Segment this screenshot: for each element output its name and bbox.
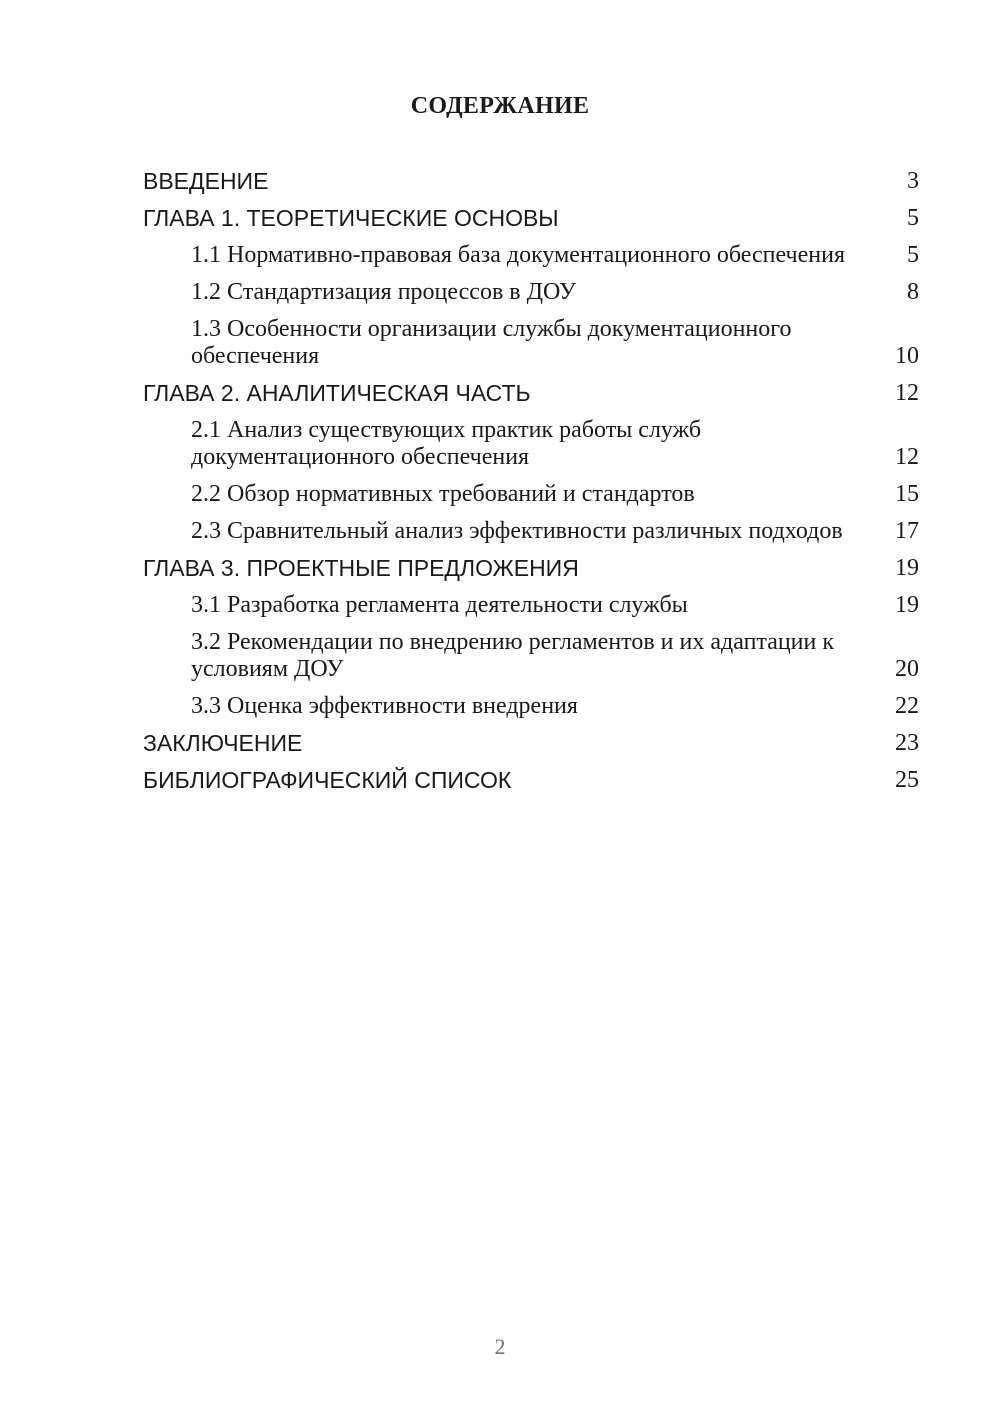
toc-entry-section-1-2[interactable] [143, 279, 919, 306]
toc-entry-section-3-1[interactable] [143, 592, 919, 619]
toc-entry-text: ГЛАВА 2. АНАЛИТИЧЕСКАЯ ЧАСТЬ [143, 380, 531, 406]
toc-entry-section-2-1[interactable] [143, 417, 919, 471]
toc-entry-page: 5 [907, 205, 919, 231]
toc-entry-section-3-2[interactable] [143, 629, 919, 683]
toc-entry-chapter-1[interactable] [143, 205, 919, 232]
toc-entry-text: БИБЛИОГРАФИЧЕСКИЙ СПИСОК [143, 767, 512, 793]
toc-entry-text: ГЛАВА 3. ПРОЕКТНЫЕ ПРЕДЛОЖЕНИЯ [143, 555, 579, 581]
toc-entry-section-2-2[interactable] [143, 481, 919, 508]
toc-entry-conclusion[interactable] [143, 730, 919, 757]
toc-entry-section-2-3[interactable] [143, 518, 919, 545]
toc-entry-text: 2.3 Сравнительный анализ эффективности различных подходов [191, 518, 843, 544]
toc-entry-page: 15 [895, 481, 919, 507]
toc-entry-text: 1.1 Нормативно-правовая база документационного обеспечения [191, 242, 845, 268]
toc-entry-page: 10 [895, 343, 919, 369]
table-of-contents [143, 168, 919, 794]
toc-entry-text: ГЛАВА 1. ТЕОРЕТИЧЕСКИЕ ОСНОВЫ [143, 205, 559, 231]
toc-entry-page: 23 [895, 730, 919, 756]
toc-entry-page: 22 [895, 693, 919, 719]
toc-entry-text: 3.3 Оценка эффективности внедрения [191, 693, 578, 719]
toc-entry-page: 12 [895, 380, 919, 406]
toc-entry-section-3-3[interactable] [143, 693, 919, 720]
toc-entry-text: 1.2 Стандартизация процессов в ДОУ [191, 279, 576, 305]
toc-entry-chapter-3[interactable] [143, 555, 919, 582]
toc-entry-text: ЗАКЛЮЧЕНИЕ [143, 730, 303, 756]
toc-entry-text: 1.3 Особенности организации службы документационного обеспечения [191, 316, 792, 369]
toc-entry-introduction[interactable] [143, 168, 919, 195]
toc-entry-section-1-1[interactable] [143, 242, 919, 269]
toc-entry-page: 19 [895, 555, 919, 581]
toc-entry-text: ВВЕДЕНИЕ [143, 168, 269, 194]
toc-entry-bibliography[interactable] [143, 767, 919, 794]
toc-entry-text: 2.2 Обзор нормативных требований и стандартов [191, 481, 695, 507]
toc-entry-page: 12 [895, 444, 919, 470]
toc-entry-page: 3 [907, 168, 919, 194]
page-title: СОДЕРЖАНИЕ [410, 93, 590, 119]
toc-entry-text: 2.1 Анализ существующих практик работы служб документационного обеспечения [191, 417, 702, 470]
toc-entry-text: 3.2 Рекомендации по внедрению регламентов и их адаптации к условиям ДОУ [191, 629, 835, 682]
toc-entry-page: 17 [895, 518, 919, 544]
toc-entry-page: 19 [895, 592, 919, 618]
toc-entry-page: 25 [895, 767, 919, 793]
toc-entry-page: 5 [907, 242, 919, 268]
page-number: 2 [494, 1334, 506, 1359]
toc-entry-page: 8 [907, 279, 919, 305]
toc-entry-chapter-2[interactable] [143, 380, 919, 407]
toc-entry-section-1-3[interactable] [143, 316, 919, 370]
toc-entry-page: 20 [895, 656, 919, 682]
toc-entry-text: 3.1 Разработка регламента деятельности службы [191, 592, 688, 618]
